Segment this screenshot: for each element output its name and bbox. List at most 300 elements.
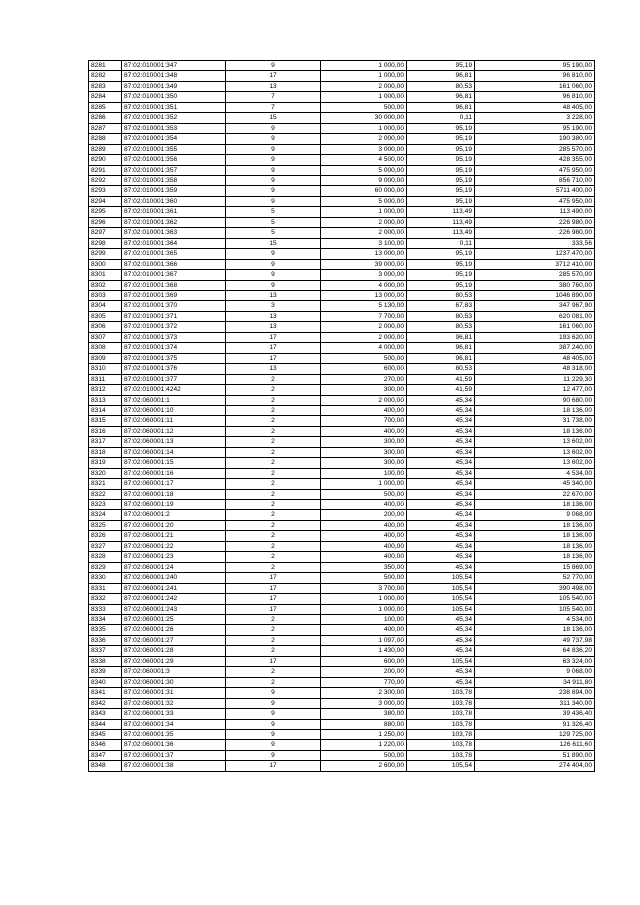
cadastral-number-cell: 87:02:060001:32 xyxy=(122,698,226,708)
area-cell: 1 000,00 xyxy=(321,92,407,102)
cadastral-number-cell: 87:02:060001:20 xyxy=(122,520,226,530)
specific-value-cell: 0,11 xyxy=(407,113,475,123)
table-row xyxy=(89,541,595,551)
cadastral-number-cell: 87:02:010001:351 xyxy=(122,102,226,112)
zone-cell: 5 xyxy=(226,207,321,217)
area-cell: 4 500,00 xyxy=(321,155,407,165)
specific-value-cell: 95,19 xyxy=(407,144,475,154)
area-cell: 3 000,00 xyxy=(321,270,407,280)
table-row xyxy=(89,395,595,405)
cadastral-number-cell: 87:02:060001:37 xyxy=(122,750,226,760)
cadastral-number-cell: 87:02:060001:3 xyxy=(122,667,226,677)
area-cell: 2 000,00 xyxy=(321,217,407,227)
table-row xyxy=(89,667,595,677)
row-number-cell: 8290 xyxy=(89,155,122,165)
area-cell: 200,00 xyxy=(321,510,407,520)
cadastral-number-cell: 87:02:010001:357 xyxy=(122,165,226,175)
cadastral-value-cell: 18 136,00 xyxy=(475,405,595,415)
cadastral-value-cell: 95 190,00 xyxy=(475,61,595,71)
row-number-cell: 8320 xyxy=(89,468,122,478)
area-cell: 4 000,00 xyxy=(321,280,407,290)
table-row xyxy=(89,144,595,154)
zone-cell: 3 xyxy=(226,301,321,311)
row-number-cell: 8309 xyxy=(89,353,122,363)
table-row xyxy=(89,311,595,321)
area-cell: 1 000,00 xyxy=(321,61,407,71)
table-row xyxy=(89,437,595,447)
cadastral-number-cell: 87:02:060001:26 xyxy=(122,625,226,635)
specific-value-cell: 45,34 xyxy=(407,646,475,656)
zone-cell: 2 xyxy=(226,552,321,562)
area-cell: 1 220,00 xyxy=(321,740,407,750)
cadastral-value-cell: 3 228,00 xyxy=(475,113,595,123)
zone-cell: 9 xyxy=(226,259,321,269)
zone-cell: 2 xyxy=(226,458,321,468)
specific-value-cell: 45,34 xyxy=(407,667,475,677)
cadastral-number-cell: 87:02:010001:363 xyxy=(122,228,226,238)
cadastral-number-cell: 87:02:060001:28 xyxy=(122,646,226,656)
zone-cell: 2 xyxy=(226,385,321,395)
area-cell: 2 000,00 xyxy=(321,332,407,342)
row-number-cell: 8298 xyxy=(89,238,122,248)
table-row xyxy=(89,102,595,112)
zone-cell: 2 xyxy=(226,520,321,530)
row-number-cell: 8313 xyxy=(89,395,122,405)
cadastral-value-cell: 475 950,00 xyxy=(475,165,595,175)
cadastral-number-cell: 87:02:010001:376 xyxy=(122,364,226,374)
area-cell: 3 000,00 xyxy=(321,144,407,154)
table-row xyxy=(89,458,595,468)
zone-cell: 2 xyxy=(226,405,321,415)
table-row xyxy=(89,280,595,290)
specific-value-cell: 95,19 xyxy=(407,259,475,269)
cadastral-value-cell: 45 340,00 xyxy=(475,479,595,489)
cadastral-number-cell: 87:02:010001:365 xyxy=(122,249,226,259)
zone-cell: 17 xyxy=(226,353,321,363)
table-row xyxy=(89,238,595,248)
cadastral-number-cell: 87:02:010001:374 xyxy=(122,343,226,353)
row-number-cell: 8334 xyxy=(89,615,122,625)
table-row xyxy=(89,646,595,656)
row-number-cell: 8306 xyxy=(89,322,122,332)
cadastral-value-cell: 126 611,60 xyxy=(475,740,595,750)
zone-cell: 9 xyxy=(226,730,321,740)
cadastral-value-cell: 380 760,00 xyxy=(475,280,595,290)
cadastral-value-cell: 18 136,00 xyxy=(475,625,595,635)
specific-value-cell: 95,19 xyxy=(407,165,475,175)
specific-value-cell: 45,34 xyxy=(407,405,475,415)
specific-value-cell: 45,34 xyxy=(407,625,475,635)
cadastral-number-cell: 87:02:060001:18 xyxy=(122,489,226,499)
cadastral-number-cell: 87:02:010001:352 xyxy=(122,113,226,123)
cadastral-value-cell: 226 980,00 xyxy=(475,228,595,238)
cadastral-value-cell: 387 240,00 xyxy=(475,343,595,353)
cadastral-value-cell: 9 068,00 xyxy=(475,667,595,677)
cadastral-value-table xyxy=(88,60,595,772)
specific-value-cell: 105,54 xyxy=(407,594,475,604)
area-cell: 2 000,00 xyxy=(321,228,407,238)
zone-cell: 2 xyxy=(226,500,321,510)
table-row xyxy=(89,301,595,311)
table-row xyxy=(89,385,595,395)
specific-value-cell: 80,53 xyxy=(407,81,475,91)
zone-cell: 7 xyxy=(226,92,321,102)
table-row xyxy=(89,123,595,133)
area-cell: 400,00 xyxy=(321,520,407,530)
cadastral-value-cell: 311 340,00 xyxy=(475,698,595,708)
table-row xyxy=(89,709,595,719)
cadastral-value-cell: 105 540,00 xyxy=(475,604,595,614)
table-row xyxy=(89,635,595,645)
area-cell: 2 000,00 xyxy=(321,134,407,144)
cadastral-number-cell: 87:02:010001:358 xyxy=(122,175,226,185)
table-row xyxy=(89,134,595,144)
area-cell: 1 000,00 xyxy=(321,594,407,604)
area-cell: 2 300,00 xyxy=(321,688,407,698)
row-number-cell: 8348 xyxy=(89,761,122,771)
specific-value-cell: 45,34 xyxy=(407,500,475,510)
specific-value-cell: 45,34 xyxy=(407,552,475,562)
table-row xyxy=(89,259,595,269)
cadastral-value-cell: 63 324,00 xyxy=(475,656,595,666)
row-number-cell: 8293 xyxy=(89,186,122,196)
zone-cell: 13 xyxy=(226,364,321,374)
table-row xyxy=(89,155,595,165)
table-row xyxy=(89,740,595,750)
cadastral-number-cell: 87:02:060001:240 xyxy=(122,573,226,583)
area-cell: 500,00 xyxy=(321,489,407,499)
table-row xyxy=(89,364,595,374)
table-row xyxy=(89,113,595,123)
area-cell: 39 000,00 xyxy=(321,259,407,269)
area-cell: 500,00 xyxy=(321,353,407,363)
cadastral-value-cell: 18 136,00 xyxy=(475,552,595,562)
zone-cell: 17 xyxy=(226,761,321,771)
row-number-cell: 8338 xyxy=(89,656,122,666)
zone-cell: 17 xyxy=(226,343,321,353)
specific-value-cell: 105,54 xyxy=(407,761,475,771)
table-row xyxy=(89,656,595,666)
cadastral-number-cell: 87:02:060001:25 xyxy=(122,615,226,625)
area-cell: 400,00 xyxy=(321,405,407,415)
zone-cell: 2 xyxy=(226,510,321,520)
cadastral-value-cell: 1237 470,00 xyxy=(475,249,595,259)
cadastral-value-cell: 428 355,00 xyxy=(475,155,595,165)
cadastral-number-cell: 87:02:010001:361 xyxy=(122,207,226,217)
cadastral-value-cell: 193 620,00 xyxy=(475,332,595,342)
area-cell: 1 250,00 xyxy=(321,730,407,740)
cadastral-number-cell: 87:02:060001:22 xyxy=(122,541,226,551)
row-number-cell: 8321 xyxy=(89,479,122,489)
zone-cell: 9 xyxy=(226,688,321,698)
row-number-cell: 8308 xyxy=(89,343,122,353)
cadastral-value-cell: 274 404,00 xyxy=(475,761,595,771)
zone-cell: 17 xyxy=(226,656,321,666)
cadastral-number-cell: 87:02:060001:11 xyxy=(122,416,226,426)
table-row xyxy=(89,552,595,562)
area-cell: 5 130,00 xyxy=(321,301,407,311)
table-row xyxy=(89,405,595,415)
zone-cell: 9 xyxy=(226,740,321,750)
cadastral-value-cell: 161 060,00 xyxy=(475,322,595,332)
zone-cell: 15 xyxy=(226,238,321,248)
cadastral-number-cell: 87:02:060001:35 xyxy=(122,730,226,740)
specific-value-cell: 45,34 xyxy=(407,520,475,530)
row-number-cell: 8327 xyxy=(89,541,122,551)
specific-value-cell: 45,34 xyxy=(407,416,475,426)
row-number-cell: 8331 xyxy=(89,583,122,593)
specific-value-cell: 80,53 xyxy=(407,311,475,321)
table-row xyxy=(89,615,595,625)
table-row xyxy=(89,500,595,510)
table-row xyxy=(89,489,595,499)
area-cell: 300,00 xyxy=(321,437,407,447)
area-cell: 3 000,00 xyxy=(321,698,407,708)
cadastral-value-cell: 52 770,00 xyxy=(475,573,595,583)
table-row xyxy=(89,249,595,259)
area-cell: 700,00 xyxy=(321,416,407,426)
cadastral-value-cell: 18 136,00 xyxy=(475,426,595,436)
cadastral-number-cell: 87:02:010001:368 xyxy=(122,280,226,290)
specific-value-cell: 80,53 xyxy=(407,364,475,374)
specific-value-cell: 96,81 xyxy=(407,332,475,342)
row-number-cell: 8332 xyxy=(89,594,122,604)
zone-cell: 13 xyxy=(226,81,321,91)
specific-value-cell: 45,34 xyxy=(407,562,475,572)
zone-cell: 9 xyxy=(226,175,321,185)
cadastral-value-cell: 18 136,00 xyxy=(475,541,595,551)
cadastral-value-cell: 31 738,00 xyxy=(475,416,595,426)
cadastral-number-cell: 87:02:010001:354 xyxy=(122,134,226,144)
area-cell: 2 000,00 xyxy=(321,81,407,91)
cadastral-number-cell: 87:02:060001:19 xyxy=(122,500,226,510)
table-row xyxy=(89,761,595,771)
row-number-cell: 8342 xyxy=(89,698,122,708)
row-number-cell: 8304 xyxy=(89,301,122,311)
cadastral-value-cell: 3712 410,00 xyxy=(475,259,595,269)
zone-cell: 7 xyxy=(226,102,321,112)
cadastral-value-cell: 620 081,00 xyxy=(475,311,595,321)
cadastral-value-cell: 161 060,00 xyxy=(475,81,595,91)
specific-value-cell: 95,19 xyxy=(407,186,475,196)
row-number-cell: 8287 xyxy=(89,123,122,133)
specific-value-cell: 105,54 xyxy=(407,583,475,593)
table-row xyxy=(89,374,595,384)
row-number-cell: 8319 xyxy=(89,458,122,468)
cadastral-number-cell: 87:02:060001:23 xyxy=(122,552,226,562)
row-number-cell: 8289 xyxy=(89,144,122,154)
specific-value-cell: 67,83 xyxy=(407,301,475,311)
cadastral-value-cell: 39 436,40 xyxy=(475,709,595,719)
cadastral-value-cell: 285 570,00 xyxy=(475,270,595,280)
cadastral-value-cell: 347 967,90 xyxy=(475,301,595,311)
table-row xyxy=(89,677,595,687)
cadastral-number-cell: 87:02:060001:15 xyxy=(122,458,226,468)
cadastral-value-cell: 15 869,00 xyxy=(475,562,595,572)
cadastral-number-cell: 87:02:060001:2 xyxy=(122,510,226,520)
cadastral-number-cell: 87:02:010001:375 xyxy=(122,353,226,363)
zone-cell: 2 xyxy=(226,374,321,384)
specific-value-cell: 103,78 xyxy=(407,719,475,729)
area-cell: 60 000,00 xyxy=(321,186,407,196)
area-cell: 400,00 xyxy=(321,500,407,510)
row-number-cell: 8294 xyxy=(89,196,122,206)
cadastral-number-cell: 87:02:060001:33 xyxy=(122,709,226,719)
table-row xyxy=(89,270,595,280)
cadastral-number-cell: 87:02:060001:16 xyxy=(122,468,226,478)
zone-cell: 17 xyxy=(226,71,321,81)
zone-cell: 9 xyxy=(226,249,321,259)
zone-cell: 9 xyxy=(226,709,321,719)
row-number-cell: 8322 xyxy=(89,489,122,499)
area-cell: 13 000,00 xyxy=(321,290,407,300)
row-number-cell: 8297 xyxy=(89,228,122,238)
cadastral-number-cell: 87:02:010001:4242 xyxy=(122,385,226,395)
zone-cell: 2 xyxy=(226,395,321,405)
cadastral-number-cell: 87:02:060001:34 xyxy=(122,719,226,729)
area-cell: 600,00 xyxy=(321,656,407,666)
cadastral-number-cell: 87:02:010001:373 xyxy=(122,332,226,342)
table-row xyxy=(89,479,595,489)
zone-cell: 9 xyxy=(226,750,321,760)
table-row xyxy=(89,71,595,81)
area-cell: 500,00 xyxy=(321,750,407,760)
zone-cell: 2 xyxy=(226,646,321,656)
row-number-cell: 8295 xyxy=(89,207,122,217)
area-cell: 7 700,00 xyxy=(321,311,407,321)
zone-cell: 2 xyxy=(226,615,321,625)
cadastral-number-cell: 87:02:010001:350 xyxy=(122,92,226,102)
cadastral-number-cell: 87:02:060001:31 xyxy=(122,688,226,698)
area-cell: 3 700,00 xyxy=(321,583,407,593)
cadastral-value-cell: 238 694,00 xyxy=(475,688,595,698)
cadastral-number-cell: 87:02:060001:1 xyxy=(122,395,226,405)
table-row xyxy=(89,186,595,196)
table-row xyxy=(89,196,595,206)
area-cell: 500,00 xyxy=(321,102,407,112)
row-number-cell: 8312 xyxy=(89,385,122,395)
specific-value-cell: 45,34 xyxy=(407,395,475,405)
cadastral-number-cell: 87:02:060001:38 xyxy=(122,761,226,771)
specific-value-cell: 95,19 xyxy=(407,196,475,206)
zone-cell: 9 xyxy=(226,280,321,290)
cadastral-number-cell: 87:02:010001:377 xyxy=(122,374,226,384)
area-cell: 30 000,00 xyxy=(321,113,407,123)
cadastral-value-cell: 9 068,00 xyxy=(475,510,595,520)
row-number-cell: 8316 xyxy=(89,426,122,436)
specific-value-cell: 96,81 xyxy=(407,102,475,112)
cadastral-number-cell: 87:02:060001:21 xyxy=(122,531,226,541)
row-number-cell: 8284 xyxy=(89,92,122,102)
cadastral-number-cell: 87:02:060001:12 xyxy=(122,426,226,436)
specific-value-cell: 103,78 xyxy=(407,740,475,750)
specific-value-cell: 95,19 xyxy=(407,61,475,71)
cadastral-value-cell: 226 980,00 xyxy=(475,217,595,227)
table-row xyxy=(89,730,595,740)
cadastral-value-cell: 96 810,00 xyxy=(475,71,595,81)
cadastral-number-cell: 87:02:060001:24 xyxy=(122,562,226,572)
cadastral-value-cell: 64 836,20 xyxy=(475,646,595,656)
area-cell: 100,00 xyxy=(321,615,407,625)
cadastral-number-cell: 87:02:060001:30 xyxy=(122,677,226,687)
cadastral-number-cell: 87:02:060001:36 xyxy=(122,740,226,750)
zone-cell: 9 xyxy=(226,165,321,175)
zone-cell: 2 xyxy=(226,562,321,572)
table-row xyxy=(89,207,595,217)
table-row xyxy=(89,353,595,363)
row-number-cell: 8291 xyxy=(89,165,122,175)
specific-value-cell: 45,34 xyxy=(407,447,475,457)
table-body xyxy=(89,61,595,772)
specific-value-cell: 103,78 xyxy=(407,709,475,719)
row-number-cell: 8292 xyxy=(89,175,122,185)
area-cell: 500,00 xyxy=(321,573,407,583)
area-cell: 770,00 xyxy=(321,677,407,687)
cadastral-value-cell: 18 136,00 xyxy=(475,500,595,510)
row-number-cell: 8328 xyxy=(89,552,122,562)
table-row xyxy=(89,594,595,604)
table-row xyxy=(89,447,595,457)
table-row xyxy=(89,175,595,185)
specific-value-cell: 0,11 xyxy=(407,238,475,248)
cadastral-number-cell: 87:02:010001:360 xyxy=(122,196,226,206)
specific-value-cell: 45,34 xyxy=(407,468,475,478)
specific-value-cell: 113,49 xyxy=(407,207,475,217)
table-row xyxy=(89,426,595,436)
specific-value-cell: 45,34 xyxy=(407,458,475,468)
row-number-cell: 8346 xyxy=(89,740,122,750)
zone-cell: 9 xyxy=(226,123,321,133)
row-number-cell: 8344 xyxy=(89,719,122,729)
table-row xyxy=(89,750,595,760)
row-number-cell: 8345 xyxy=(89,730,122,740)
row-number-cell: 8303 xyxy=(89,290,122,300)
area-cell: 1 000,00 xyxy=(321,71,407,81)
area-cell: 270,00 xyxy=(321,374,407,384)
cadastral-value-cell: 333,56 xyxy=(475,238,595,248)
row-number-cell: 8335 xyxy=(89,625,122,635)
specific-value-cell: 103,78 xyxy=(407,698,475,708)
specific-value-cell: 95,19 xyxy=(407,270,475,280)
table-row xyxy=(89,719,595,729)
cadastral-value-cell: 13 602,00 xyxy=(475,447,595,457)
zone-cell: 2 xyxy=(226,426,321,436)
row-number-cell: 8336 xyxy=(89,635,122,645)
cadastral-number-cell: 87:02:060001:29 xyxy=(122,656,226,666)
area-cell: 400,00 xyxy=(321,531,407,541)
cadastral-value-cell: 48 318,00 xyxy=(475,364,595,374)
row-number-cell: 8314 xyxy=(89,405,122,415)
zone-cell: 9 xyxy=(226,61,321,71)
table-row xyxy=(89,228,595,238)
cadastral-number-cell: 87:02:010001:371 xyxy=(122,311,226,321)
area-cell: 4 000,00 xyxy=(321,343,407,353)
zone-cell: 17 xyxy=(226,604,321,614)
cadastral-value-cell: 51 890,00 xyxy=(475,750,595,760)
table-row xyxy=(89,217,595,227)
table-row xyxy=(89,81,595,91)
row-number-cell: 8317 xyxy=(89,437,122,447)
cadastral-number-cell: 87:02:060001:10 xyxy=(122,405,226,415)
area-cell: 600,00 xyxy=(321,364,407,374)
cadastral-value-cell: 856 710,00 xyxy=(475,175,595,185)
cadastral-value-cell: 285 570,00 xyxy=(475,144,595,154)
table-row xyxy=(89,531,595,541)
cadastral-value-cell: 48 405,00 xyxy=(475,102,595,112)
cadastral-value-cell: 18 136,00 xyxy=(475,531,595,541)
cadastral-value-cell: 95 190,00 xyxy=(475,123,595,133)
row-number-cell: 8323 xyxy=(89,500,122,510)
